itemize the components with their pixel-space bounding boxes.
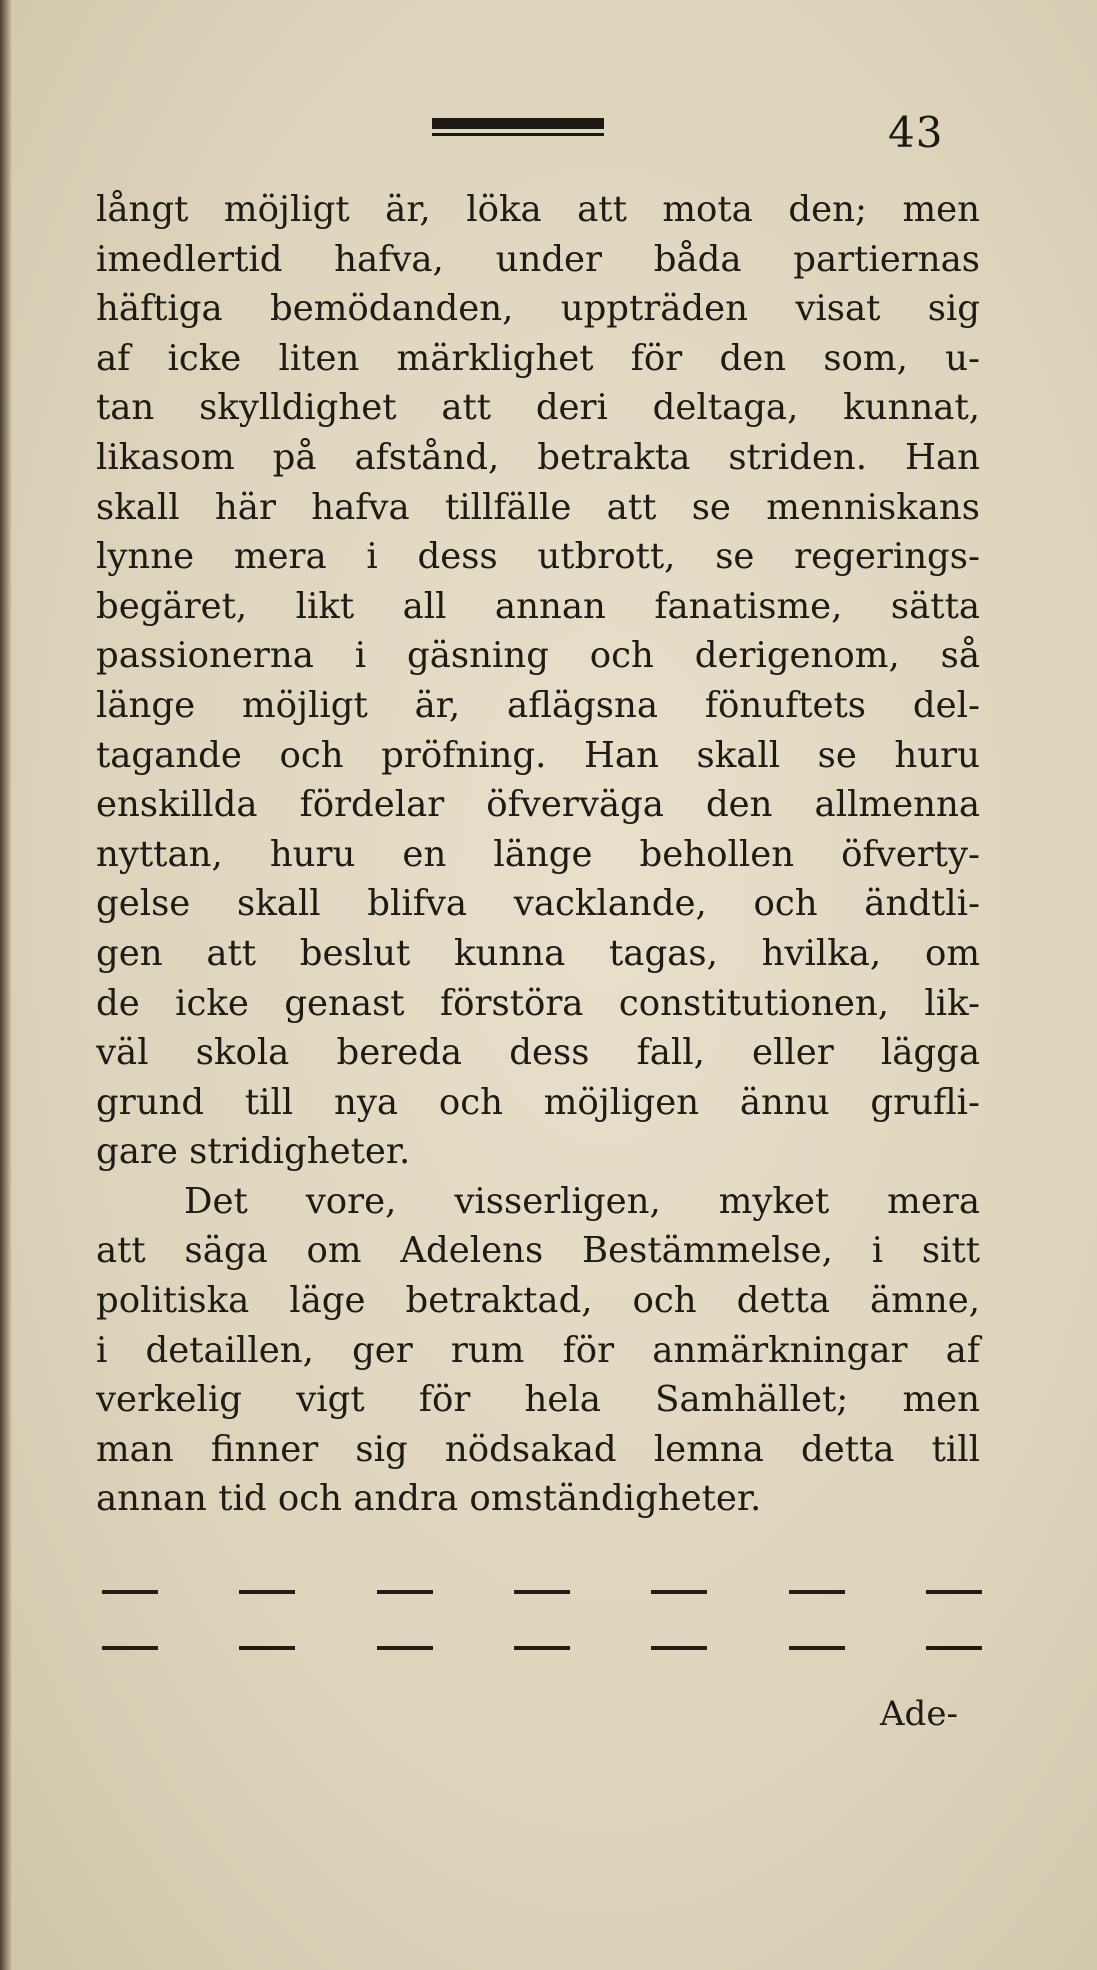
text-line: de icke genast förstöra constitutionen, lik- — [96, 982, 980, 1024]
section-divider-dashes — [102, 1646, 982, 1652]
text-line: verkelig vigt för hela Samhället; men — [96, 1379, 980, 1421]
text-line: man finner sig nödsakad lemna detta till — [96, 1428, 980, 1470]
text-line: i detaillen, ger rum för anmärkningar af — [96, 1329, 980, 1371]
text-line: gelse skall blifva vacklande, och ändtli- — [96, 883, 980, 925]
text-line: grund till nya och möjligen ännu grufli- — [96, 1081, 980, 1123]
text-line: nyttan, huru en länge behollen öfverty- — [96, 833, 980, 875]
divider-dash — [789, 1590, 845, 1594]
text-line: annan tid och andra omständigheter. — [96, 1478, 762, 1520]
divider-dash — [651, 1646, 707, 1650]
divider-dash — [239, 1590, 295, 1594]
text-line: skall här hafva tillfälle att se menniskans — [96, 486, 980, 528]
text-line: gen att beslut kunna tagas, hvilka, om — [96, 932, 980, 974]
text-line-paragraph-start: Det vore, visserligen, myket mera — [184, 1180, 980, 1222]
header-ornament-rule — [432, 118, 604, 129]
text-line: häftiga bemödanden, uppträden visat sig — [96, 288, 980, 330]
divider-dash — [377, 1646, 433, 1650]
divider-dash — [926, 1646, 982, 1650]
text-line: imedlertid hafva, under båda partiernas — [96, 238, 980, 280]
divider-dash — [651, 1590, 707, 1594]
text-line: af icke liten märklighet för den som, u- — [96, 337, 980, 379]
page-number: 43 — [888, 108, 944, 157]
text-line: enskillda fördelar öfverväga den allmenna — [96, 784, 980, 826]
divider-dash — [102, 1646, 158, 1650]
section-divider-dashes — [102, 1590, 982, 1596]
text-line: politiska läge betraktad, och detta ämne, — [96, 1280, 980, 1322]
text-line: långt möjligt är, löka att mota den; men — [96, 189, 980, 230]
text-line: tagande och pröfning. Han skall se huru — [96, 734, 980, 776]
body-text — [96, 185, 980, 1524]
divider-dash — [377, 1590, 433, 1594]
divider-dash — [789, 1646, 845, 1650]
text-line: begäret, likt all annan fanatisme, sätta — [96, 585, 980, 627]
text-line: passionerna i gäsning och derigenom, så — [96, 635, 980, 677]
text-line: väl skola bereda dess fall, eller lägga — [96, 1032, 980, 1074]
text-line: att säga om Adelens Bestämmelse, i sitt — [96, 1230, 980, 1272]
text-line: länge möjligt är, aflägsna fönuftets del- — [96, 684, 980, 726]
text-line: tan skylldighet att deri deltaga, kunnat, — [96, 387, 980, 429]
text-line: gare stridigheter. — [96, 1131, 411, 1173]
text-line: likasom på afstånd, betrakta striden. Han — [96, 436, 980, 478]
divider-dash — [514, 1590, 570, 1594]
divider-dash — [102, 1590, 158, 1594]
divider-dash — [239, 1646, 295, 1650]
catchword: Ade- — [880, 1694, 958, 1734]
divider-dash — [514, 1646, 570, 1650]
page-edge-shadow — [0, 0, 12, 1970]
text-line: lynne mera i dess utbrott, se regerings- — [96, 536, 980, 578]
divider-dash — [926, 1590, 982, 1594]
